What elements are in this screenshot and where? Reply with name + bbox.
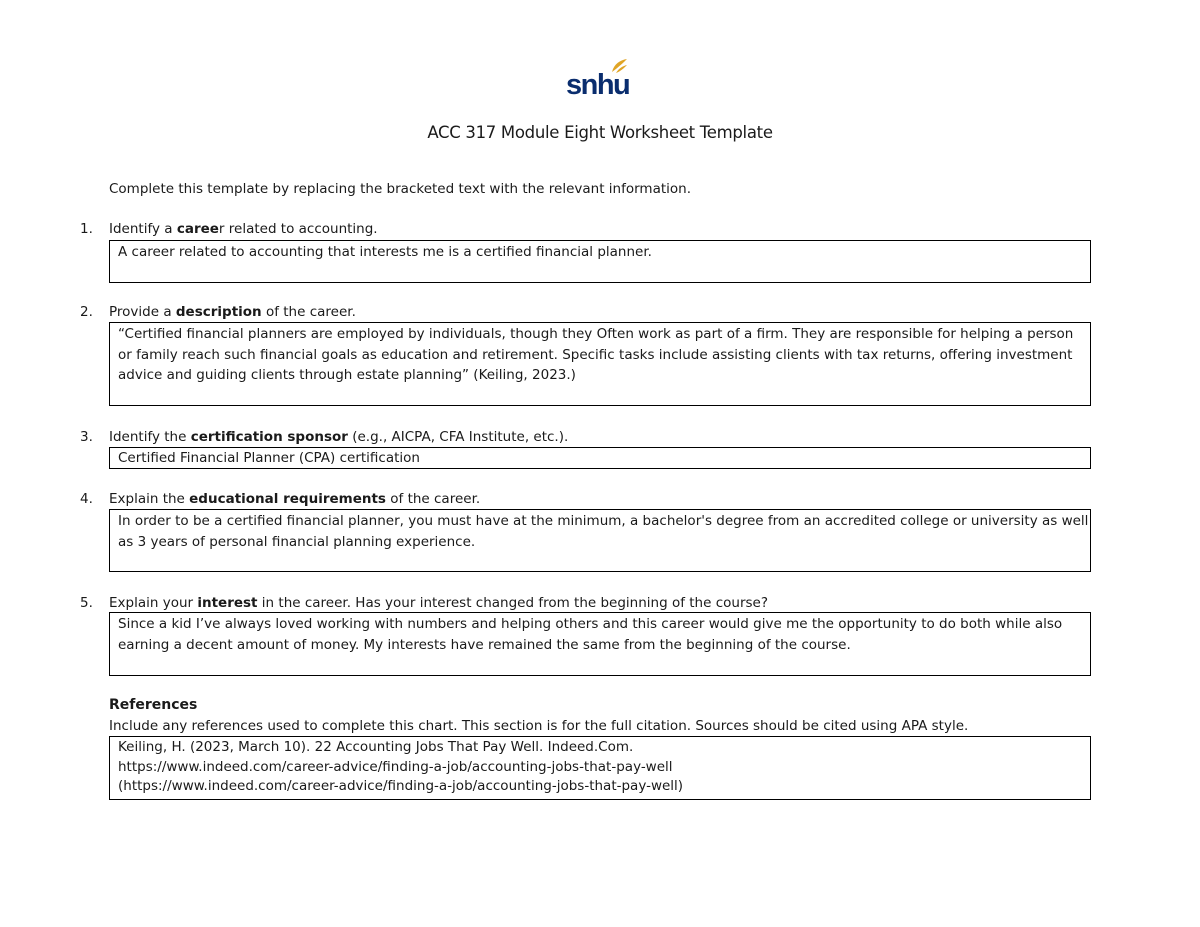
question-3: 3. Identify the certification sponsor (e.g., AICPA, CFA Institute, etc.). — [80, 429, 569, 445]
answer-box-2[interactable]: “Certified financial planners are employed by individuals, though they Often work as part of a firm. They are responsible for helping a person or family reach such financial goals as education and retirement. Specific tasks include assisting clients with tax returns, offering investment advice and guiding clients through estate planning” (Keiling, 2023.) — [109, 322, 1091, 406]
logo-text: snhu — [566, 69, 630, 101]
answer-box-3[interactable]: Certified Financial Planner (CPA) certification — [109, 447, 1091, 469]
answer-box-1[interactable]: A career related to accounting that interests me is a certified financial planner. — [109, 240, 1091, 283]
reference-line[interactable]: https://www.indeed.com/career-advice/finding-a-job/accounting-jobs-that-pay-well — [118, 758, 673, 775]
question-2: 2. Provide a description of the career. — [80, 304, 356, 320]
references-box[interactable] — [109, 736, 1091, 800]
reference-line: Keiling, H. (2023, March 10). 22 Accounting Jobs That Pay Well. Indeed.Com. — [118, 739, 634, 755]
references-instructions: Include any references used to complete this chart. This section is for the full citation. Sources should be cited using APA style. — [109, 718, 969, 734]
reference-line[interactable]: (https://www.indeed.com/career-advice/finding-a-job/accounting-jobs-that-pay-well) — [118, 778, 684, 794]
intro-text: Complete this template by replacing the bracketed text with the relevant information. — [109, 181, 692, 197]
page-title: ACC 317 Module Eight Worksheet Template — [427, 123, 773, 142]
answer-box-4[interactable]: In order to be a certified financial planner, you must have at the minimum, a bachelor's degree from an accredited college or university as well as 3 years of personal financial planning experience. — [109, 509, 1091, 572]
question-1: 1. Identify a career related to accounting. — [80, 221, 378, 237]
question-5: 5. Explain your interest in the career. Has your interest changed from the beginning of the course? — [80, 595, 768, 611]
question-4: 4. Explain the educational requirements of the career. — [80, 491, 481, 507]
snhu-logo — [566, 58, 636, 102]
answer-box-5[interactable]: Since a kid I’ve always loved working with numbers and helping others and this career would give me the opportunity to do both while also earning a decent amount of money. My interests have remained the same from the beginning of the course. — [109, 612, 1091, 676]
references-heading: References — [109, 697, 198, 713]
